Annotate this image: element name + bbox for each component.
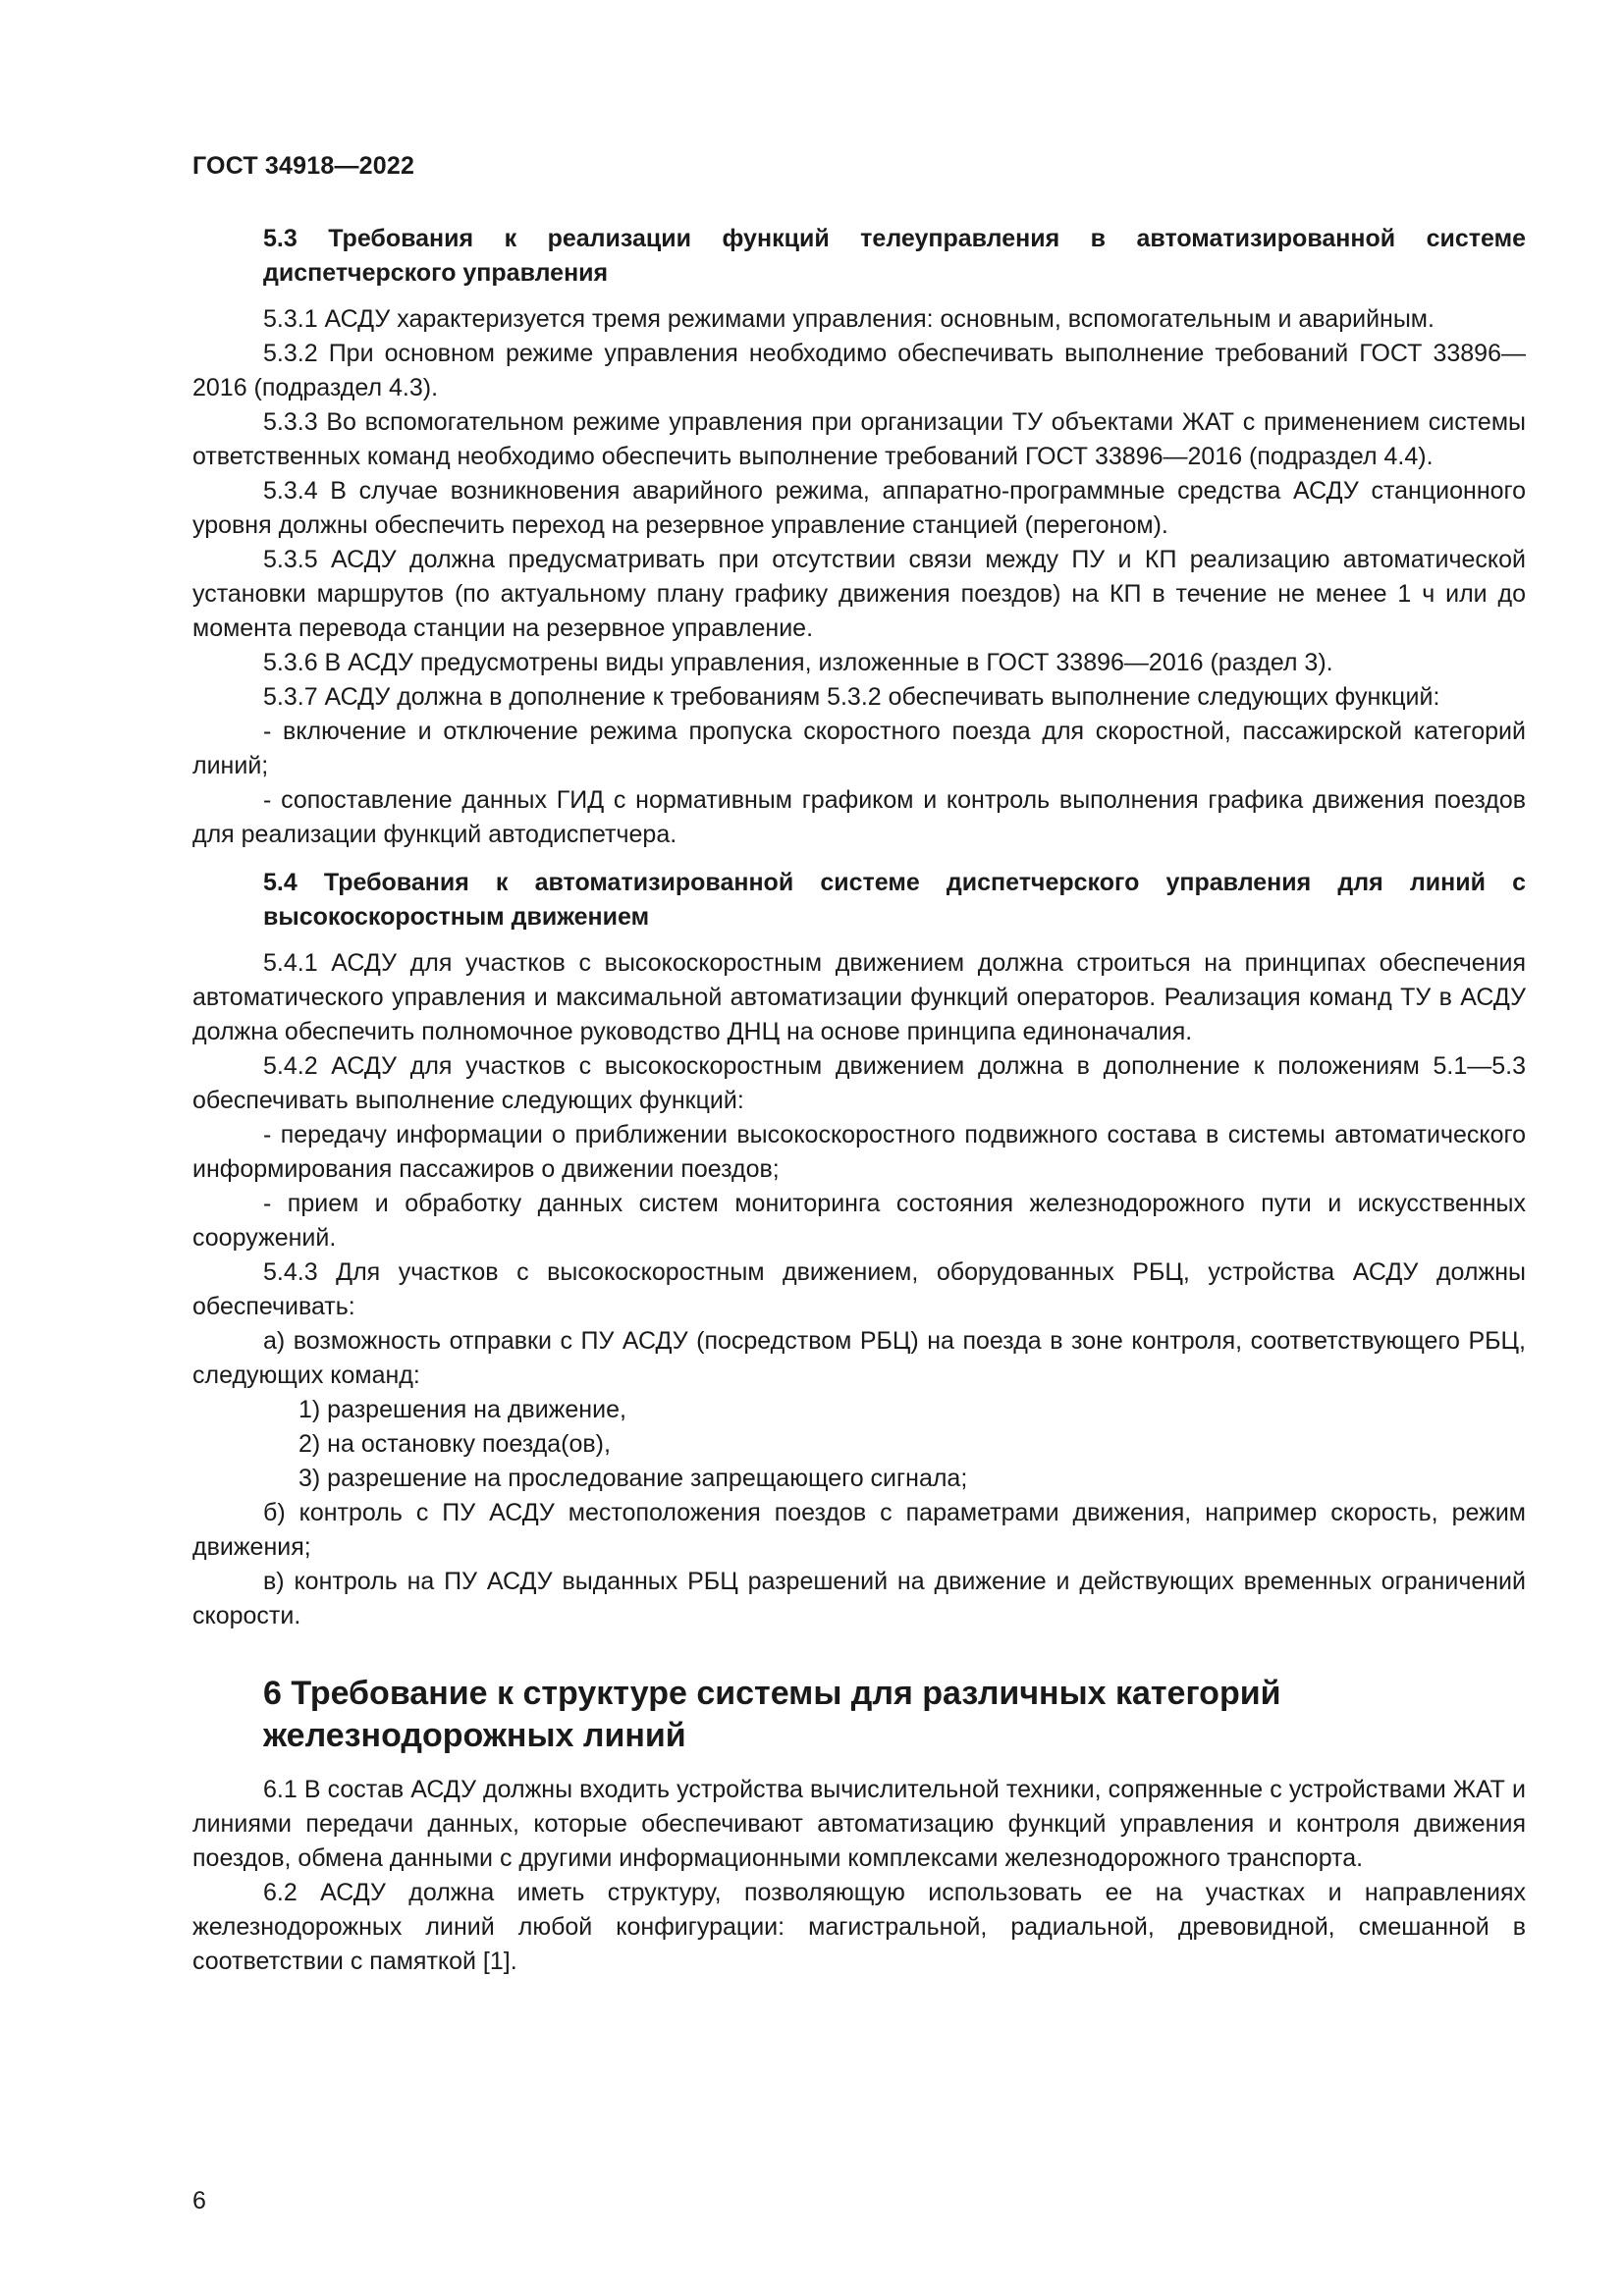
document-body: [192, 222, 1526, 1979]
section-6-title: 6 Требование к структуре системы для различных категорий железнодорожных линий: [263, 1675, 1281, 1754]
list-item-5-4-3-v: в) контроль на ПУ АСДУ выданных РБЦ разрешений на движение и действующих временных ограничений скорости.: [192, 1568, 1526, 1629]
list-item-5-4-2-2: - прием и обработку данных систем мониторинга состояния железнодорожного пути и искусственных сооружений.: [192, 1190, 1526, 1252]
paragraph-5-4-2: 5.4.2 АСДУ для участков с высокоскоростным движением должна в дополнение к положениям 5.1—5.3 обеспечивать выполнение следующих функций:: [192, 1052, 1526, 1114]
enum-item-2: 2) на остановку поезда(ов),: [298, 1430, 611, 1458]
list-item-5-4-2-1: - передачу информации о приближении высокоскоростного подвижного состава в системы автоматического информирования пассажиров о движении поездов;: [192, 1121, 1526, 1183]
paragraph-6-2: 6.2 АСДУ должна иметь структуру, позволяющую использовать ее на участках и направлениях железнодорожных линий любой конфигурации: магистральной, радиальной, древовидной, смешанной в соответствии с памяткой [1].: [192, 1879, 1526, 1975]
paragraph-5-3-7: 5.3.7 АСДУ должна в дополнение к требованиям 5.3.2 обеспечивать выполнение следующих функций:: [263, 683, 1440, 711]
subsection-5-4-title: 5.4 Требования к автоматизированной системе диспетчерского управления для линий с высокоскоростным движением: [263, 869, 1526, 931]
paragraph-5-3-6: 5.3.6 В АСДУ предусмотрены виды управления, изложенные в ГОСТ 33896—2016 (раздел 3).: [263, 649, 1333, 676]
paragraph-5-3-2: 5.3.2 При основном режиме управления необходимо обеспечивать выполнение требований ГОСТ 33896—2016 (подраздел 4.3).: [192, 340, 1526, 401]
document-code-header: ГОСТ 34918—2022: [192, 152, 415, 180]
paragraph-5-3-4: 5.3.4 В случае возникновения аварийного режима, аппаратно-программные средства АСДУ станционного уровня должны обеспечить переход на резервное управление станцией (перегоном).: [192, 477, 1526, 539]
list-item-5-4-3-a: а) возможность отправки с ПУ АСДУ (посредством РБЦ) на поезда в зоне контроля, соответствующего РБЦ, следующих команд:: [192, 1327, 1526, 1389]
paragraph-5-3-1: 5.3.1 АСДУ характеризуется тремя режимами управления: основным, вспомогательным и аварийным.: [263, 305, 1435, 333]
paragraph-6-1: 6.1 В состав АСДУ должны входить устройства вычислительной техники, сопряженные с устройствами ЖАТ и линиями передачи данных, которые обеспечивают автоматизацию функций управления и контроля движения поездов, обмена данными с другими информационными комплексами железнодорожного транспорта.: [192, 1776, 1526, 1872]
enum-item-3: 3) разрешение на проследование запрещающего сигнала;: [298, 1465, 968, 1492]
page-number: 6: [192, 2187, 206, 2215]
enum-item-1: 1) разрешения на движение,: [298, 1396, 626, 1423]
list-item-5-3-7-2: - сопоставление данных ГИД с нормативным графиком и контроль выполнения графика движения поездов для реализации функций автодиспетчера.: [192, 786, 1526, 848]
subsection-5-3-title: 5.3 Требования к реализации функций телеуправления в автоматизированной системе диспетчерского управления: [263, 225, 1526, 287]
paragraph-5-3-5: 5.3.5 АСДУ должна предусматривать при отсутствии связи между ПУ и КП реализацию автоматической установки маршрутов (по актуальному плану графику движения поездов) на КП в течение не менее 1 ч или до момента перевода станции на резервное управление.: [192, 546, 1526, 642]
list-item-5-4-3-b: б) контроль с ПУ АСДУ местоположения поездов с параметрами движения, например скорость, режим движения;: [192, 1499, 1526, 1561]
list-item-5-3-7-1: - включение и отключение режима пропуска скоростного поезда для скоростной, пассажирской категорий линий;: [192, 718, 1526, 779]
paragraph-5-3-3: 5.3.3 Во вспомогательном режиме управления при организации ТУ объектами ЖАТ с применением системы ответственных команд необходимо обеспечить выполнение требований ГОСТ 33896—2016 (подраздел 4.4).: [192, 408, 1526, 470]
paragraph-5-4-1: 5.4.1 АСДУ для участков с высокоскоростным движением должна строиться на принципах обеспечения автоматического управления и максимальной автоматизации функций операторов. Реализация команд ТУ в АСДУ должна обеспечить полномочное руководство ДНЦ на основе принципа единоначалия.: [192, 949, 1526, 1045]
paragraph-5-4-3: 5.4.3 Для участков с высокоскоростным движением, оборудованных РБЦ, устройства АСДУ должны обеспечивать:: [192, 1258, 1526, 1320]
